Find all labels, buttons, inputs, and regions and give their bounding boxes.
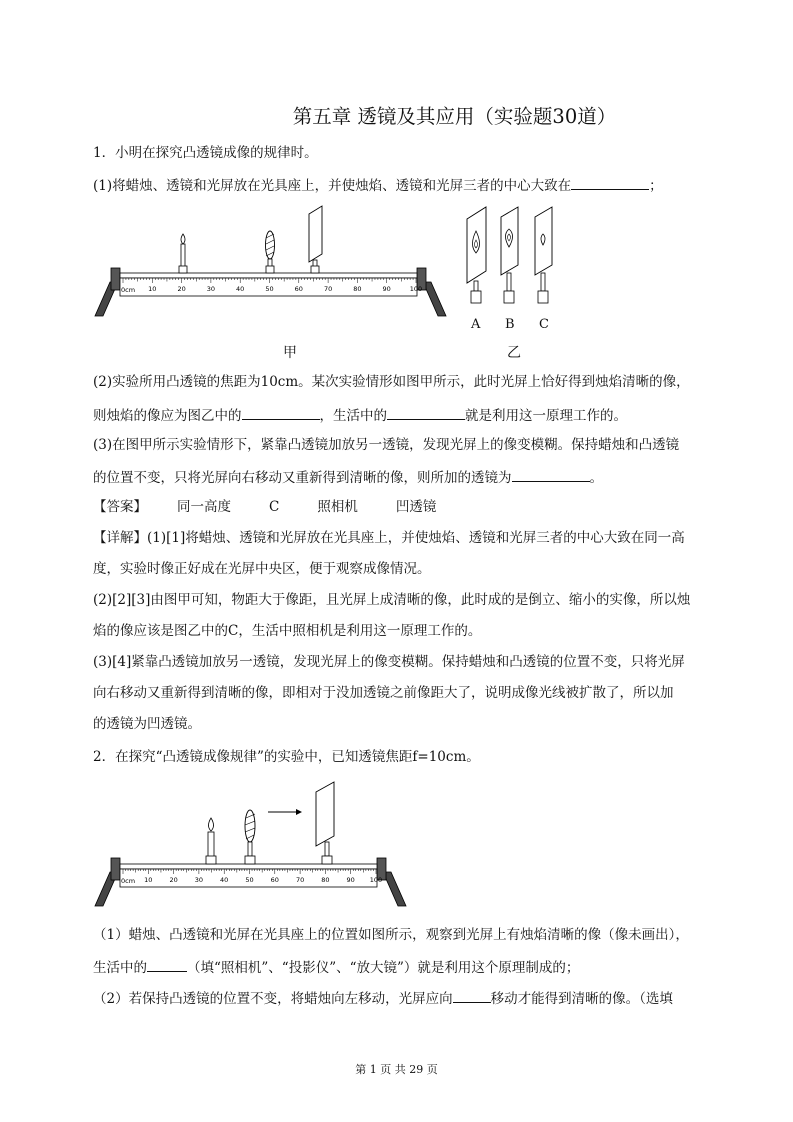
scale-tick-label: 20 — [169, 876, 178, 884]
bench-rail-top — [120, 273, 417, 278]
answer-label: 【答案】 — [93, 499, 147, 515]
detail-line-1: 【详解】(1)[1]将蜡烛、透镜和光屏放在光具座上，并使烛焰、透镜和光屏三者的中心大致在同一高 — [93, 530, 685, 546]
q1-stem: 1．小明在探究凸透镜成像的规律时。 — [93, 145, 318, 161]
bench-leg-right — [423, 282, 446, 316]
option-label-b: B — [505, 317, 515, 332]
convex-lens — [266, 231, 275, 273]
detail-line-7: 的透镜为凹透镜。 — [93, 716, 201, 732]
detail-line-6: 向右移动又重新得到清晰的像，即相对于没加透镜之前像距大了，说明成像光线被扩散了，所以加 — [93, 685, 674, 701]
optical-bench-figure-2 — [90, 780, 410, 912]
scale-tick-label: 80 — [353, 285, 362, 293]
q2-part2-text-b: 移动才能得到清晰的像。（选填 — [490, 991, 673, 1007]
scale-tick-label: 50 — [245, 876, 254, 884]
q2-part2-line — [93, 987, 673, 1009]
scale-tick-label: 20 — [177, 285, 186, 293]
q1-part2-text-b: ，生活中的 — [319, 408, 387, 424]
q1-part1 — [93, 174, 663, 196]
answer-blank[interactable] — [242, 404, 320, 420]
scale-tick-label: 30 — [194, 876, 204, 884]
screen-option-c — [535, 207, 552, 303]
scale-tick-label: 40 — [220, 876, 229, 884]
q1-part2-text-a: 则烛焰的像应为图乙中的 — [93, 408, 242, 424]
scale-tick-label: 60 — [270, 876, 279, 884]
answer-1: 同一高度 — [177, 499, 231, 515]
scale-tick-label: 80 — [321, 876, 330, 884]
bench-end-left — [111, 858, 120, 880]
figure-caption-jia: 甲 — [283, 345, 297, 361]
scale-tick-label: 60 — [294, 285, 303, 293]
answer-row — [93, 497, 474, 517]
option-label-c: C — [539, 317, 549, 332]
q1-part1-end: ； — [649, 178, 663, 194]
q2-part2-text-a: （2）若保持凸透镜的位置不变，将蜡烛向左移动，光屏应向 — [93, 991, 453, 1007]
q2-part1-line1: （1）蜡烛、凸透镜和光屏在光具座上的位置如图所示，观察到光屏上有烛焰清晰的像（像未画出）， — [93, 927, 689, 943]
q1-part3-text-a: 的位置不变，只将光屏向右移动又重新得到清晰的像，则所加的透镜为 — [93, 470, 512, 486]
screen-option-b — [501, 207, 518, 303]
scale-tick-label: 90 — [346, 876, 355, 884]
answer-blank[interactable] — [147, 956, 187, 972]
q1-part3-line1: (3)在图甲所示实验情形下，紧靠凸透镜加放另一透镜，发现光屏上的像变模糊。保持蜡烛和凸透镜 — [93, 437, 680, 453]
bench-leg-right — [383, 872, 406, 906]
optical-bench-figure-jia — [90, 200, 450, 322]
answer-blank[interactable] — [453, 987, 491, 1003]
page-footer: 第 1 页 共 29 页 — [355, 1063, 438, 1076]
scale-tick-label: 50 — [265, 285, 274, 293]
light-screen — [316, 782, 334, 864]
arrow-head — [296, 809, 302, 815]
convex-lens — [245, 810, 255, 864]
option-label-a: A — [471, 317, 481, 332]
q1-part3-line2 — [93, 466, 603, 488]
answer-blank[interactable] — [571, 174, 649, 190]
scale-tick-label: 70 — [295, 876, 305, 884]
figure-caption-yi: 乙 — [507, 345, 521, 361]
candle — [206, 818, 216, 864]
scale-tick-label: 30 — [206, 285, 216, 293]
answer-4: 凹透镜 — [395, 499, 437, 515]
q2-part1-text-b: （填“照相机”、“投影仪”、“放大镜”）就是利用这个原理制成的； — [187, 960, 580, 976]
scale-unit-label: 0cm — [121, 877, 136, 885]
scale-tick-label: 100 — [369, 876, 383, 884]
scale-tick-label: 40 — [236, 285, 245, 293]
q1-part3-text-b: 。 — [589, 470, 603, 486]
detail-line-4: 焰的像应该是图乙中的C，生活中照相机是利用这一原理工作的。 — [93, 623, 482, 639]
candle — [179, 234, 187, 273]
q1-part2-line2 — [93, 404, 627, 426]
screen-option-a — [467, 207, 486, 303]
scale-tick-label: 10 — [148, 285, 157, 293]
q2-stem: 2．在探究“凸透镜成像规律”的实验中，已知透镜焦距f=10cm。 — [93, 749, 480, 765]
scale-unit-label: 0cm — [121, 286, 136, 294]
scale-tick-label: 90 — [382, 285, 391, 293]
scale-tick-label: 70 — [323, 285, 333, 293]
light-screen — [309, 206, 322, 273]
scale-tick-label: 10 — [144, 876, 153, 884]
page-title: 第五章 透镜及其应用（实验题30道） — [292, 105, 617, 128]
q1-part1-text: (1)将蜡烛、透镜和光屏放在光具座上，并使烛焰、透镜和光屏三者的中心大致在 — [93, 178, 572, 194]
bench-rail-top — [120, 864, 377, 869]
q2-part1-text-a: 生活中的 — [93, 960, 147, 976]
bench-end-left — [111, 268, 120, 290]
scale-tick-label: 100 — [409, 285, 423, 293]
answer-blank[interactable] — [512, 466, 590, 482]
q1-part2-text-c: 就是利用这一原理工作的。 — [465, 408, 627, 424]
image-options-figure-yi — [460, 205, 560, 335]
q1-part2-line1: (2)实验所用凸透镜的焦距为10cm。某次实验情形如图甲所示，此时光屏上恰好得到烛焰清晰的像， — [93, 374, 690, 390]
answer-3: 照相机 — [317, 499, 358, 515]
q2-part1-line2 — [93, 956, 579, 978]
detail-line-3: (2)[2][3]由图甲可知，物距大于像距，且光屏上成清晰的像，此时成的是倒立、缩小的实像，所以烛 — [93, 592, 691, 608]
answer-2: C — [269, 499, 280, 515]
detail-line-5: (3)[4]紧靠凸透镜加放另一透镜，发现光屏上的像变模糊。保持蜡烛和凸透镜的位置不变，只将光屏 — [93, 654, 685, 670]
answer-blank[interactable] — [387, 404, 465, 420]
detail-line-2: 度，实验时像正好成在光屏中央区，便于观察成像情况。 — [93, 561, 431, 577]
